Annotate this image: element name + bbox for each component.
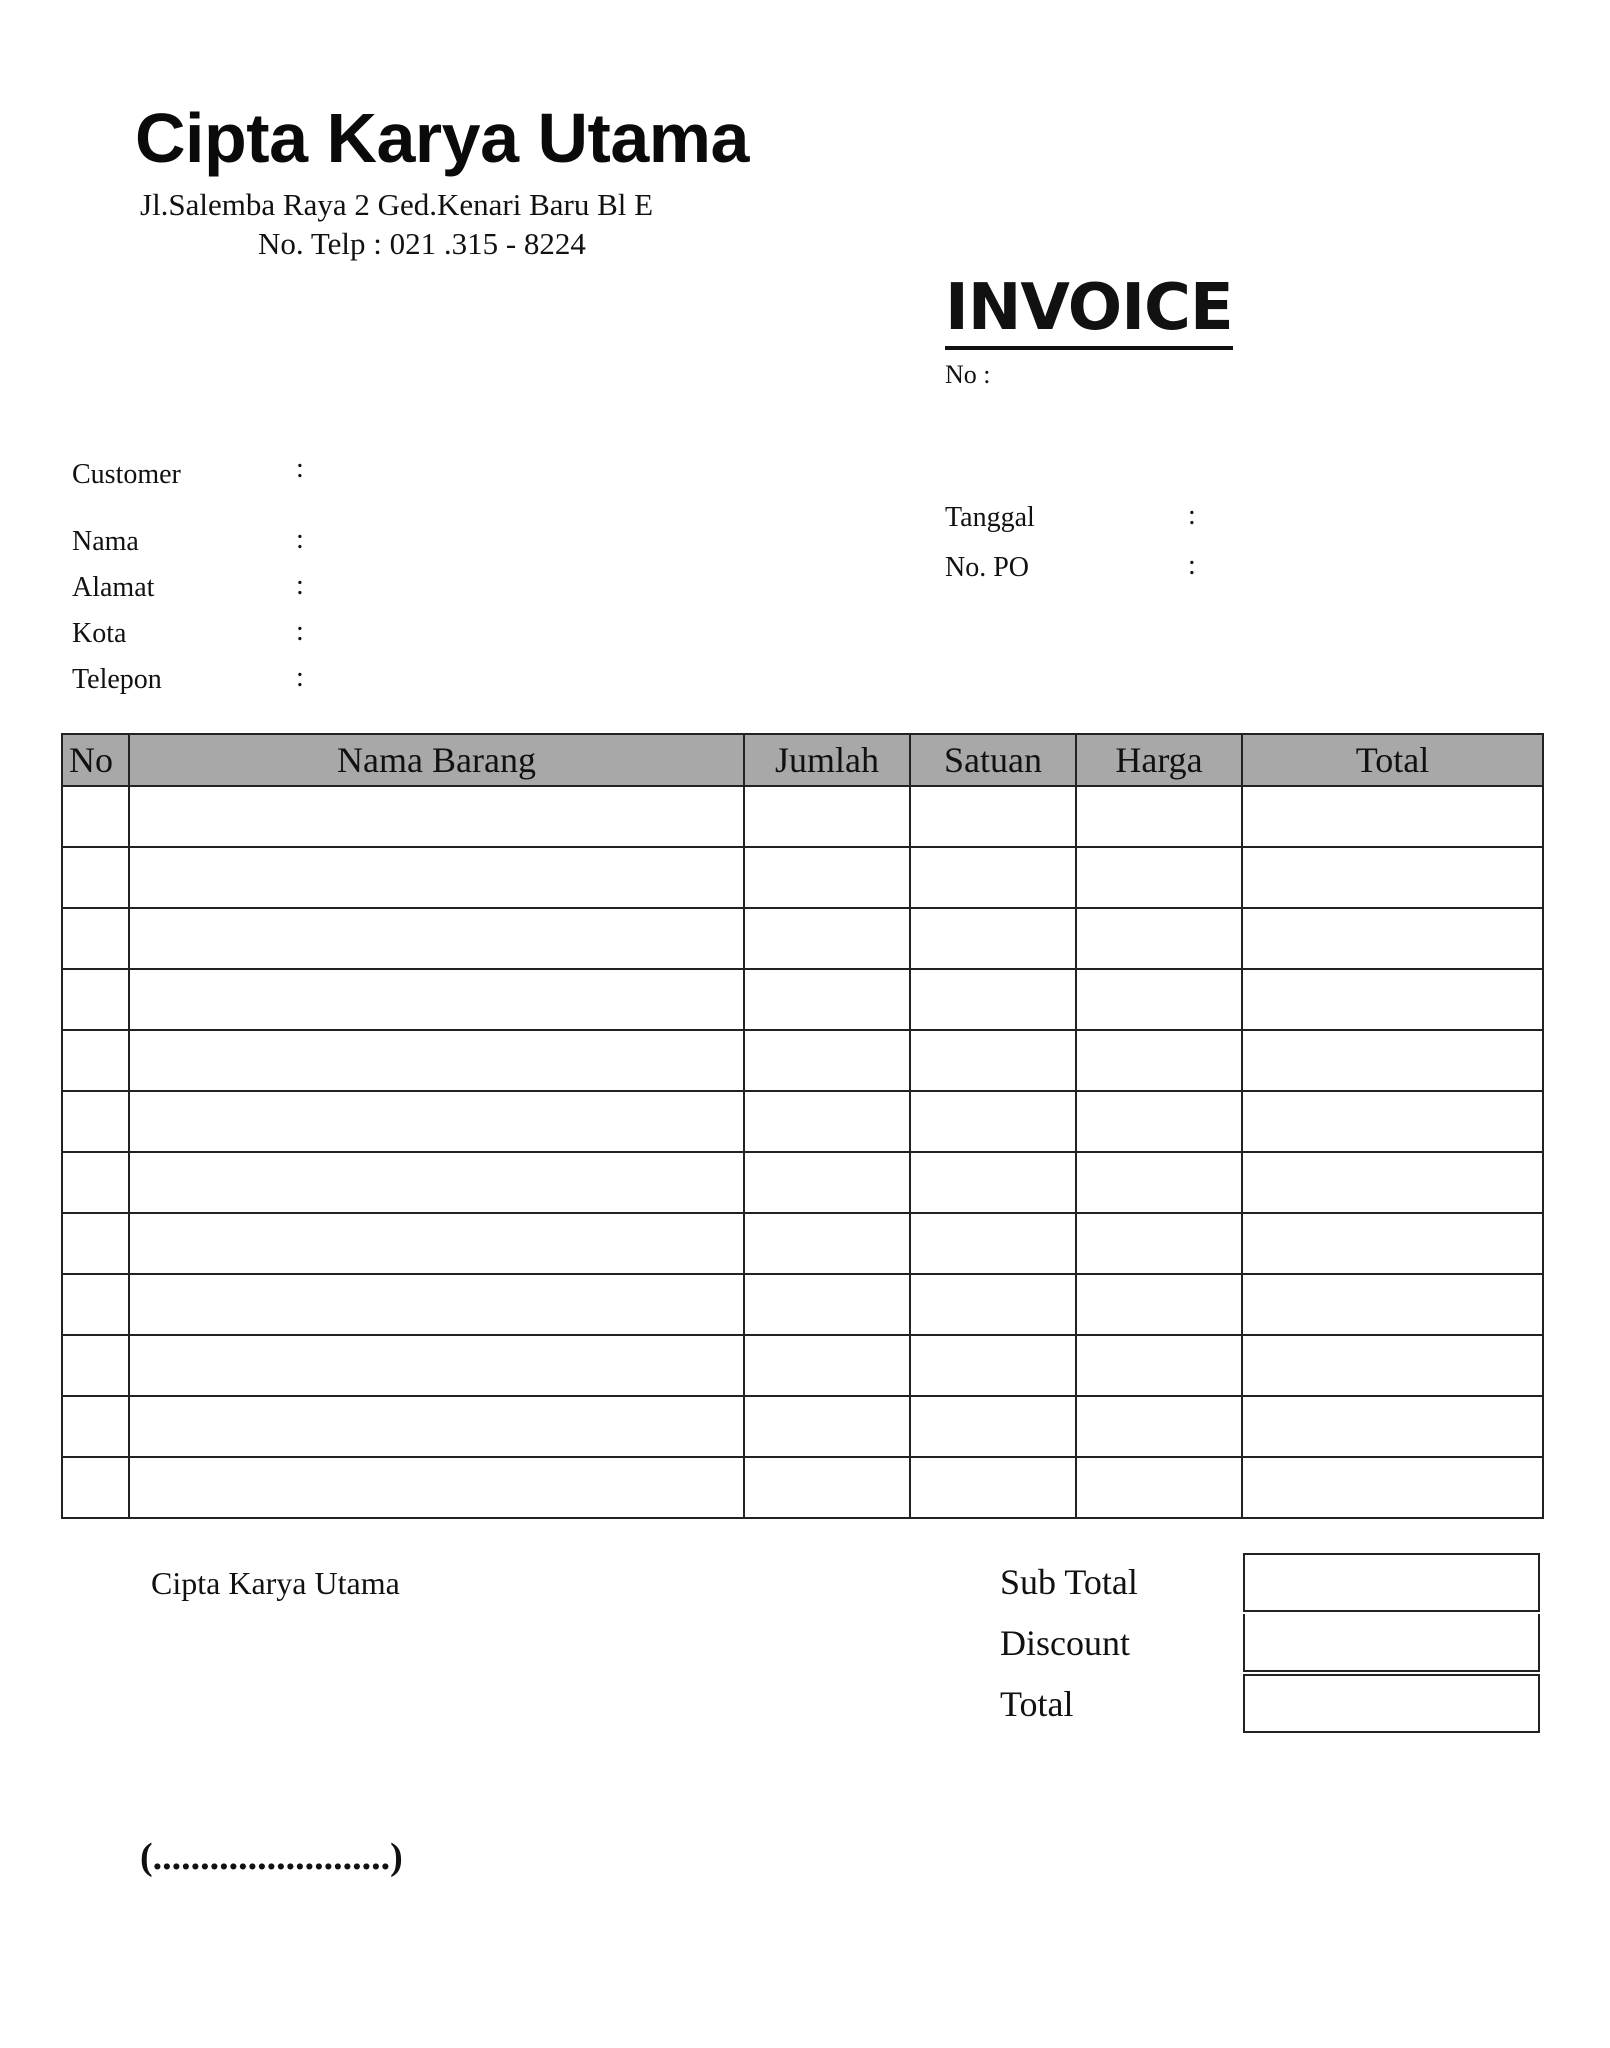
table-cell[interactable] <box>910 786 1076 847</box>
table-cell[interactable] <box>1242 1213 1543 1274</box>
items-body <box>62 786 1543 1518</box>
table-cell[interactable] <box>1242 786 1543 847</box>
table-row <box>62 1091 1543 1152</box>
table-cell[interactable] <box>1242 1030 1543 1091</box>
kota-colon: : <box>296 616 304 647</box>
table-cell[interactable] <box>744 1335 910 1396</box>
table-cell[interactable] <box>910 969 1076 1030</box>
table-cell[interactable] <box>744 1030 910 1091</box>
telepon-colon: : <box>296 662 304 693</box>
table-cell[interactable] <box>129 969 744 1030</box>
table-row <box>62 1396 1543 1457</box>
table-cell[interactable] <box>1076 1091 1242 1152</box>
table-cell[interactable] <box>1242 1335 1543 1396</box>
table-cell[interactable] <box>1242 1274 1543 1335</box>
table-cell[interactable] <box>1076 969 1242 1030</box>
customer-section-label: Customer <box>72 459 181 490</box>
signature-company-name: Cipta Karya Utama <box>151 1565 400 1601</box>
invoice-title: INVOICE <box>945 272 1233 350</box>
table-cell[interactable] <box>62 1091 129 1152</box>
table-cell[interactable] <box>744 1396 910 1457</box>
table-cell[interactable] <box>1076 1274 1242 1335</box>
table-cell[interactable] <box>1242 1091 1543 1152</box>
table-cell[interactable] <box>1242 908 1543 969</box>
table-cell[interactable] <box>744 1457 910 1518</box>
header-satuan: Satuan <box>910 734 1076 786</box>
table-row <box>62 786 1543 847</box>
table-row <box>62 1030 1543 1091</box>
table-cell[interactable] <box>129 786 744 847</box>
table-cell[interactable] <box>744 786 910 847</box>
table-cell[interactable] <box>129 1335 744 1396</box>
table-cell[interactable] <box>910 908 1076 969</box>
table-cell[interactable] <box>62 1457 129 1518</box>
table-cell[interactable] <box>910 847 1076 908</box>
table-cell[interactable] <box>1076 1213 1242 1274</box>
table-cell[interactable] <box>129 908 744 969</box>
table-row <box>62 1274 1543 1335</box>
table-cell[interactable] <box>1242 969 1543 1030</box>
table-cell[interactable] <box>129 1274 744 1335</box>
company-phone: No. Telp : 021 .315 - 8224 <box>258 226 586 261</box>
table-cell[interactable] <box>1076 908 1242 969</box>
kota-label: Kota <box>72 618 127 649</box>
table-row <box>62 1457 1543 1518</box>
table-cell[interactable] <box>62 1274 129 1335</box>
company-name: Cipta Karya Utama <box>135 99 749 177</box>
table-header-row <box>62 734 1543 786</box>
table-row <box>62 969 1543 1030</box>
table-cell[interactable] <box>62 1030 129 1091</box>
table-cell[interactable] <box>744 1274 910 1335</box>
table-cell[interactable] <box>129 1152 744 1213</box>
no-po-colon: : <box>1188 550 1196 581</box>
header-total: Total <box>1242 734 1543 786</box>
table-cell[interactable] <box>744 847 910 908</box>
table-cell[interactable] <box>1076 1152 1242 1213</box>
table-cell[interactable] <box>744 1152 910 1213</box>
tanggal-colon: : <box>1188 500 1196 531</box>
table-cell[interactable] <box>1076 1457 1242 1518</box>
table-cell[interactable] <box>129 847 744 908</box>
table-cell[interactable] <box>910 1335 1076 1396</box>
table-cell[interactable] <box>62 1152 129 1213</box>
company-address: Jl.Salemba Raya 2 Ged.Kenari Baru Bl E <box>140 187 654 222</box>
no-po-label: No. PO <box>945 552 1030 583</box>
table-cell[interactable] <box>129 1213 744 1274</box>
header-nama-barang: Nama Barang <box>129 734 744 786</box>
table-cell[interactable] <box>1076 1030 1242 1091</box>
total-label: Total <box>1000 1684 1074 1724</box>
table-cell[interactable] <box>62 1396 129 1457</box>
invoice-number-label: No : <box>945 360 991 389</box>
table-cell[interactable] <box>1076 1396 1242 1457</box>
alamat-colon: : <box>296 570 304 601</box>
table-cell[interactable] <box>1076 786 1242 847</box>
table-row <box>62 1213 1543 1274</box>
table-cell[interactable] <box>129 1457 744 1518</box>
table-cell[interactable] <box>62 786 129 847</box>
tanggal-label: Tanggal <box>945 502 1035 533</box>
table-cell[interactable] <box>910 1091 1076 1152</box>
sub-total-label: Sub Total <box>1000 1562 1138 1602</box>
sub-total-box[interactable] <box>1243 1553 1540 1612</box>
table-cell[interactable] <box>1242 1457 1543 1518</box>
table-cell[interactable] <box>129 1091 744 1152</box>
table-cell[interactable] <box>62 847 129 908</box>
table-cell[interactable] <box>1076 1335 1242 1396</box>
table-cell[interactable] <box>744 908 910 969</box>
table-cell[interactable] <box>129 1396 744 1457</box>
table-row <box>62 1335 1543 1396</box>
table-cell[interactable] <box>1242 847 1543 908</box>
nama-colon: : <box>296 524 304 555</box>
table-cell[interactable] <box>744 1213 910 1274</box>
table-cell[interactable] <box>910 1152 1076 1213</box>
table-cell[interactable] <box>1242 1396 1543 1457</box>
header-no: No <box>62 734 129 786</box>
items-table <box>61 733 1544 1519</box>
nama-label: Nama <box>72 526 139 557</box>
discount-label: Discount <box>1000 1623 1130 1663</box>
table-cell[interactable] <box>910 1396 1076 1457</box>
total-box[interactable] <box>1243 1674 1540 1733</box>
table-cell[interactable] <box>910 1213 1076 1274</box>
table-cell[interactable] <box>129 1030 744 1091</box>
discount-box[interactable] <box>1243 1614 1540 1672</box>
telepon-label: Telepon <box>72 664 162 695</box>
table-cell[interactable] <box>744 969 910 1030</box>
table-cell[interactable] <box>62 1335 129 1396</box>
table-row <box>62 1152 1543 1213</box>
table-cell[interactable] <box>1242 1152 1543 1213</box>
table-cell[interactable] <box>62 908 129 969</box>
table-cell[interactable] <box>62 1213 129 1274</box>
table-cell[interactable] <box>1076 847 1242 908</box>
table-row <box>62 908 1543 969</box>
table-cell[interactable] <box>910 1030 1076 1091</box>
table-cell[interactable] <box>744 1091 910 1152</box>
customer-colon: : <box>296 453 304 484</box>
table-cell[interactable] <box>910 1457 1076 1518</box>
header-harga: Harga <box>1076 734 1242 786</box>
alamat-label: Alamat <box>72 572 155 603</box>
signature-line: (.........................) <box>140 1836 403 1878</box>
table-cell[interactable] <box>62 969 129 1030</box>
header-jumlah: Jumlah <box>744 734 910 786</box>
table-row <box>62 847 1543 908</box>
table-cell[interactable] <box>910 1274 1076 1335</box>
